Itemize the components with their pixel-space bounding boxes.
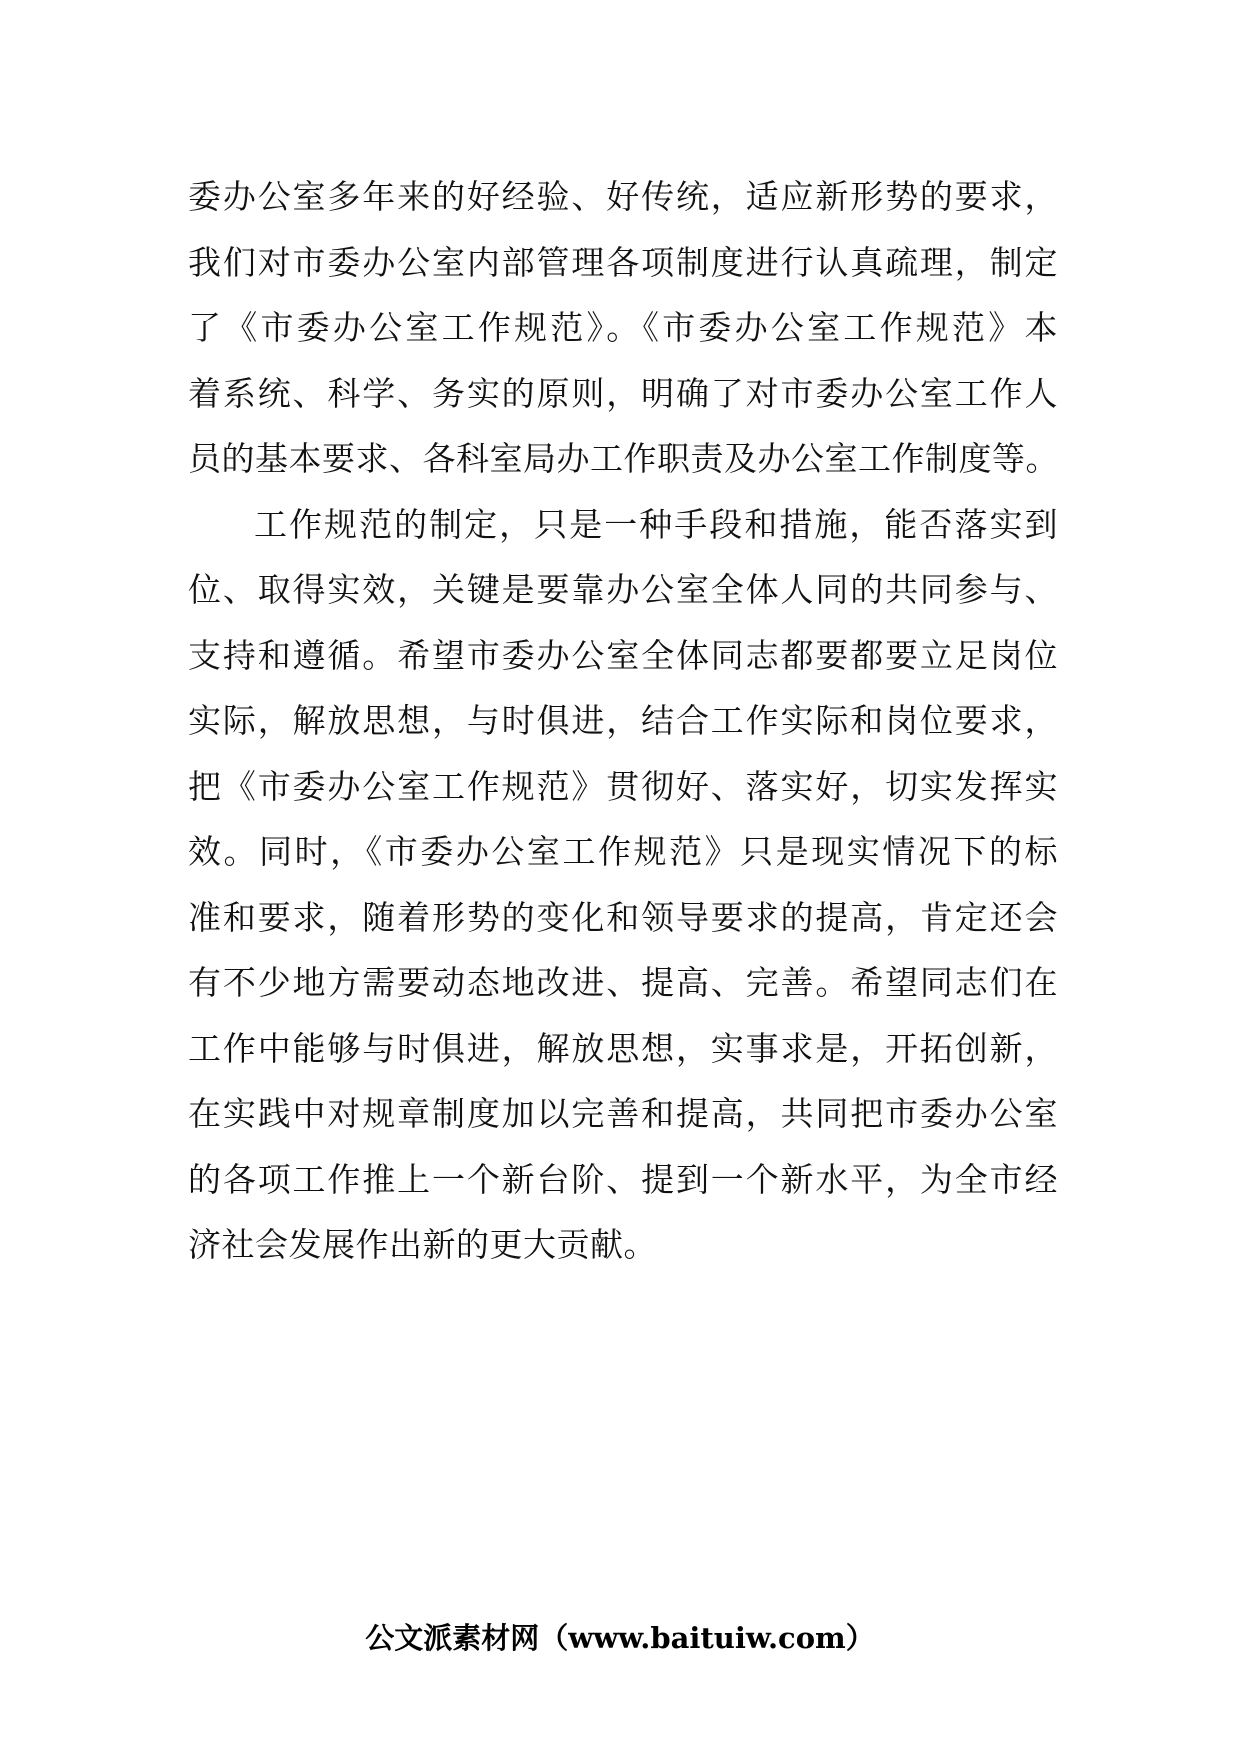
paragraph-line: 有不少地方需要动态地改进、提高、完善。希望同志们在 [188, 963, 1058, 1002]
paragraph-line: 实际，解放思想，与时俱进，结合工作实际和岗位要求， [188, 701, 1058, 740]
paragraph-line: 着系统、科学、务实的原则，明确了对市委办公室工作人 [188, 373, 1058, 413]
paragraph-line: 支持和遵循。希望市委办公室全体同志都要都要立足岗位 [188, 635, 1058, 675]
paragraph-line: 我们对市委办公室内部管理各项制度进行认真疏理，制定 [188, 242, 1058, 282]
paragraph-line: 在实践中对规章制度加以完善和提高，共同把市委办公室 [188, 1094, 1058, 1133]
paragraph-line: 济社会发展作出新的更大贡献。 [188, 1225, 657, 1264]
paragraph-line: 位、取得实效，关键是要靠办公室全体人同的共同参与、 [188, 570, 1058, 609]
paragraph-line: 工作规范的制定，只是一种手段和措施，能否落实到 [254, 504, 1058, 544]
document-body [188, 164, 1058, 1278]
paragraph-line: 工作中能够与时俱进，解放思想，实事求是，开拓创新， [188, 1028, 1058, 1068]
footer-source-text: 公文派素材网（www.baituiw.com） [365, 1621, 875, 1655]
paragraph-line: 准和要求，随着形势的变化和领导要求的提高，肯定还会 [188, 897, 1058, 937]
paragraph-line: 把《市委办公室工作规范》贯彻好、落实好，切实发挥实 [188, 766, 1058, 806]
paragraph-line: 效。同时，《市委办公室工作规范》只是现实情况下的标 [188, 832, 1058, 871]
paragraph-line: 员的基本要求、各科室局办工作职责及办公室工作制度等。 [188, 439, 1059, 478]
paragraph-line: 了《市委办公室工作规范》。《市委办公室工作规范》本 [188, 308, 1058, 347]
paragraph-line: 委办公室多年来的好经验、好传统，适应新形势的要求， [188, 177, 1058, 216]
paragraph-line: 的各项工作推上一个新台阶、提到一个新水平，为全市经 [188, 1159, 1058, 1199]
